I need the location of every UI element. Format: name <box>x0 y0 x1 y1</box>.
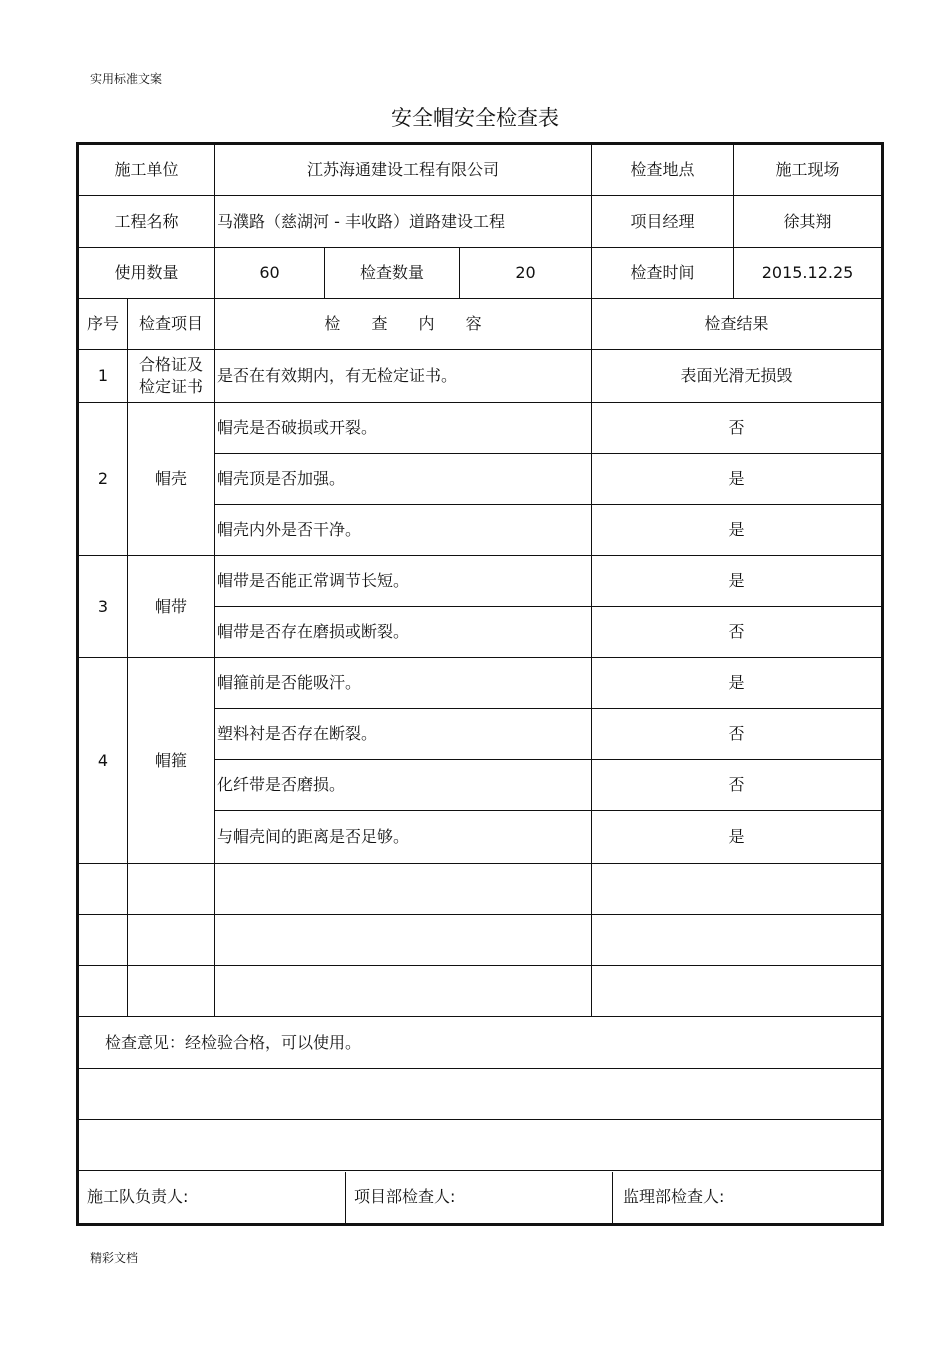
inspection-table <box>78 144 882 1224</box>
empty-cell <box>128 864 215 915</box>
row-content: 帽壳是否破损或开裂。 <box>215 403 592 454</box>
group-seq: 1 <box>79 350 128 403</box>
row-content: 帽带是否存在磨损或断裂。 <box>215 607 592 658</box>
row-content: 帽壳顶是否加强。 <box>215 454 592 505</box>
unit-value: 江苏海通建设工程有限公司 <box>215 145 592 196</box>
info-row-project <box>79 196 882 248</box>
team-leader-signature: 施工队负责人: <box>79 1172 346 1223</box>
group-item: 帽带 <box>128 556 215 658</box>
group-seq: 2 <box>79 403 128 556</box>
empty-cell <box>79 864 128 915</box>
group-item <box>128 350 215 403</box>
col-result: 检查结果 <box>592 299 882 350</box>
table-row <box>79 403 882 454</box>
opinion-row <box>79 1017 882 1069</box>
footer-note: 精彩文档 <box>90 1251 139 1265</box>
empty-cell <box>215 864 592 915</box>
row-result: 是 <box>592 556 882 607</box>
project-label: 工程名称 <box>79 196 215 248</box>
empty-cell <box>592 864 882 915</box>
use-qty-label: 使用数量 <box>79 248 215 299</box>
empty-cell <box>79 915 128 966</box>
row-result: 是 <box>592 658 882 709</box>
header-note: 实用标准文案 <box>90 72 163 86</box>
empty-cell <box>79 966 128 1017</box>
row-result: 表面光滑无损毁 <box>592 350 882 403</box>
row-content: 帽壳内外是否干净。 <box>215 505 592 556</box>
blank-cell <box>79 1069 882 1120</box>
blank-row <box>79 1069 882 1120</box>
row-result: 否 <box>592 760 882 811</box>
blank-row <box>79 1120 882 1171</box>
table-row <box>79 556 882 607</box>
group-item-line: 检定证书 <box>139 377 204 396</box>
row-result: 否 <box>592 709 882 760</box>
signature-container <box>79 1171 882 1224</box>
empty-cell <box>215 966 592 1017</box>
unit-label: 施工单位 <box>79 145 215 196</box>
info-row-quantity <box>79 248 882 299</box>
col-seq: 序号 <box>79 299 128 350</box>
empty-row <box>79 915 882 966</box>
use-qty-value: 60 <box>215 248 325 299</box>
row-result: 是 <box>592 811 882 864</box>
table-row <box>79 350 882 403</box>
empty-row <box>79 966 882 1017</box>
empty-row <box>79 864 882 915</box>
row-content: 帽箍前是否能吸汗。 <box>215 658 592 709</box>
check-time-value: 2015.12.25 <box>734 248 882 299</box>
location-value: 施工现场 <box>734 145 882 196</box>
check-qty-value: 20 <box>460 248 592 299</box>
empty-cell <box>215 915 592 966</box>
table-row <box>79 658 882 709</box>
project-value: 马濮路（慈湖河 - 丰收路）道路建设工程 <box>215 196 592 248</box>
page-title: 安全帽安全检查表 <box>391 106 559 130</box>
project-inspector-signature: 项目部检查人: <box>346 1172 613 1223</box>
row-content: 化纤带是否磨损。 <box>215 760 592 811</box>
row-result: 否 <box>592 403 882 454</box>
group-item-line: 合格证及 <box>139 355 204 374</box>
row-content: 与帽壳间的距离是否足够。 <box>215 811 592 864</box>
signature-row <box>79 1171 882 1224</box>
empty-cell <box>128 915 215 966</box>
empty-cell <box>592 966 882 1017</box>
column-header-row <box>79 299 882 350</box>
group-item: 帽箍 <box>128 658 215 864</box>
group-seq: 4 <box>79 658 128 864</box>
check-qty-label: 检查数量 <box>325 248 460 299</box>
info-row-unit <box>79 145 882 196</box>
manager-value: 徐其翔 <box>734 196 882 248</box>
row-content: 是否在有效期内，有无检定证书。 <box>215 350 592 403</box>
col-item: 检查项目 <box>128 299 215 350</box>
group-seq: 3 <box>79 556 128 658</box>
supervisor-inspector-signature: 监理部检查人: <box>623 1187 725 1206</box>
blank-cell <box>79 1120 882 1171</box>
manager-label: 项目经理 <box>592 196 734 248</box>
empty-cell <box>592 915 882 966</box>
inspection-opinion: 检查意见：经检验合格，可以使用。 <box>79 1017 882 1069</box>
empty-cell <box>128 966 215 1017</box>
row-content: 帽带是否能正常调节长短。 <box>215 556 592 607</box>
row-result: 是 <box>592 505 882 556</box>
row-content: 塑料衬是否存在断裂。 <box>215 709 592 760</box>
location-label: 检查地点 <box>592 145 734 196</box>
row-result: 否 <box>592 607 882 658</box>
row-result: 是 <box>592 454 882 505</box>
group-item: 帽壳 <box>128 403 215 556</box>
col-content: 检 查 内 容 <box>215 299 592 350</box>
check-time-label: 检查时间 <box>592 248 734 299</box>
